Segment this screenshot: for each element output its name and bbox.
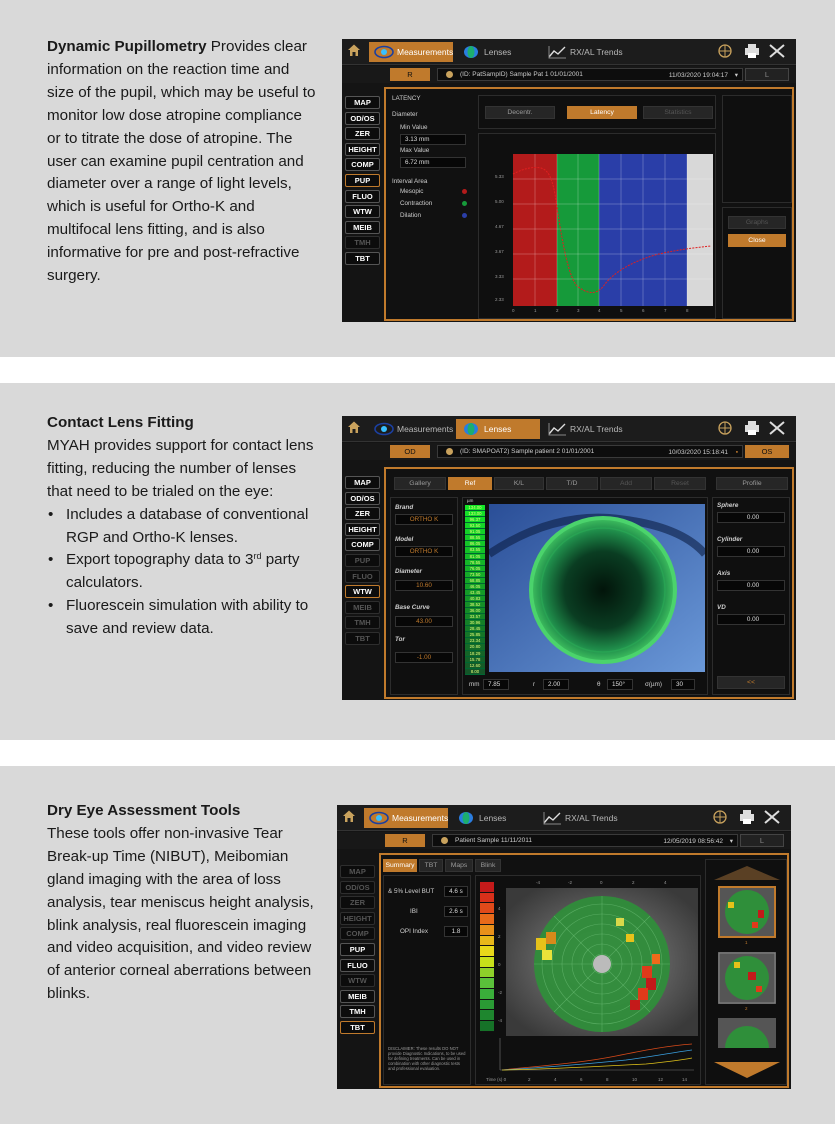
left-nav xyxy=(345,476,380,648)
tab-label: RX/AL Trends xyxy=(570,424,623,434)
graph-x-tick: 12 xyxy=(658,1077,664,1082)
nav-meib[interactable]: MEIB xyxy=(345,601,380,614)
close-button[interactable]: Close xyxy=(728,234,786,247)
blink-graph xyxy=(496,1036,696,1076)
settings-tools-icon[interactable] xyxy=(770,422,784,434)
min-value: 3.13 mm xyxy=(400,134,466,145)
vd-value[interactable]: 0.00 xyxy=(717,614,785,625)
globe-icon[interactable] xyxy=(719,45,731,57)
exam-datetime: 10/03/2020 15:18:41 xyxy=(668,449,728,456)
scale-value: 86.05 xyxy=(465,541,485,547)
patient-bar xyxy=(342,66,796,83)
patient-selector[interactable] xyxy=(432,834,738,847)
map-tick-top: -2 xyxy=(568,880,573,885)
exam-datetime: 12/05/2019 08:56:42 xyxy=(663,838,723,845)
nav-fluo[interactable]: FLUO xyxy=(345,190,380,203)
chevron-down-icon[interactable] xyxy=(712,1060,782,1080)
nav-pup[interactable]: PUP xyxy=(345,174,380,187)
eye-select-left[interactable]: L xyxy=(740,834,784,847)
nav-fluo[interactable]: FLUO xyxy=(340,959,375,972)
eye-select-right[interactable]: OD xyxy=(390,445,430,458)
x-tick: 8 xyxy=(686,308,689,313)
sigma-label: σ(µm) xyxy=(645,681,662,688)
scale-value: 78.55 xyxy=(465,560,485,566)
nav-pup[interactable]: PUP xyxy=(345,554,380,567)
scale-value: 30.96 xyxy=(465,620,485,626)
graph-x-tick: Time (s) 0 xyxy=(486,1077,507,1082)
scale-value: 68.85 xyxy=(465,578,485,584)
thumbnail-3[interactable] xyxy=(718,1018,776,1048)
nav-fluo[interactable]: FLUO xyxy=(345,570,380,583)
toolbar-icons xyxy=(711,809,783,825)
tab-label: RX/AL Trends xyxy=(565,813,618,823)
eye-icon xyxy=(369,811,389,825)
panel-title: LATENCY xyxy=(392,95,421,102)
eye-select-right[interactable]: R xyxy=(385,834,425,847)
nav-map[interactable]: MAP xyxy=(345,476,380,489)
nav-wtw[interactable]: WTW xyxy=(345,205,380,218)
pupillometry-text xyxy=(47,36,317,288)
tab-lenses[interactable] xyxy=(456,419,540,439)
ibi-label: IBI xyxy=(410,908,418,915)
globe-icon[interactable] xyxy=(714,811,726,823)
model-label: Model xyxy=(395,536,414,543)
side-panel-top xyxy=(722,95,792,203)
diameter-value[interactable]: 10.60 xyxy=(395,580,453,591)
scale-value: 18.29 xyxy=(465,651,485,657)
chevron-up-icon[interactable] xyxy=(712,864,782,882)
legend-mesopic: Mesopic xyxy=(400,188,424,195)
refraction-panel xyxy=(712,497,790,695)
lens-icon xyxy=(461,45,481,59)
brand-label: Brand xyxy=(395,504,414,511)
nav-map[interactable]: MAP xyxy=(340,865,375,878)
nav-comp[interactable]: COMP xyxy=(345,158,380,171)
scale-value: 23.34 xyxy=(465,638,485,644)
content-frame xyxy=(384,87,794,321)
x-tick: 6 xyxy=(642,308,645,313)
brand-value[interactable]: ORTHO K xyxy=(395,514,453,525)
x-tick: 4 xyxy=(598,308,601,313)
thumbnail-panel xyxy=(705,859,787,1085)
section-title: Dynamic Pupillometry xyxy=(47,38,207,55)
screenshot-dry-eye xyxy=(337,805,791,1089)
scale-value: 46.05 xyxy=(465,584,485,590)
scale-value: 20.80 xyxy=(465,644,485,650)
legend-green-dot xyxy=(462,201,467,206)
sigma-value[interactable]: 30 xyxy=(671,679,695,690)
nav-meib[interactable]: MEIB xyxy=(345,221,380,234)
scale-value: 12.60 xyxy=(465,663,485,669)
thumb-label-1: 1 xyxy=(745,940,748,945)
top-toolbar xyxy=(342,39,796,65)
tbt-scale xyxy=(480,882,494,1032)
thumbnail-1[interactable] xyxy=(718,886,776,938)
tab-label: Lenses xyxy=(484,47,512,57)
scale-swatch xyxy=(480,978,494,989)
tab-td[interactable]: T/D xyxy=(546,477,598,490)
tbt-map-image xyxy=(506,888,698,1036)
patient-selector[interactable] xyxy=(437,445,743,458)
tab-blink[interactable]: Blink xyxy=(475,859,501,872)
chevron-down-icon: ▾ xyxy=(729,838,733,845)
nav-wtw[interactable]: WTW xyxy=(340,974,375,987)
screenshot-contact-lens xyxy=(342,416,796,700)
eye-select-left[interactable]: OS xyxy=(745,445,789,458)
tab-label: Lenses xyxy=(484,424,512,434)
map-tick-top: -4 xyxy=(536,880,541,885)
graphs-button[interactable]: Graphs xyxy=(728,216,786,229)
map-tick-top: 4 xyxy=(664,880,667,885)
exam-datetime: 11/03/2020 19:04:17 xyxy=(668,72,728,79)
graph-x-tick: 14 xyxy=(682,1077,688,1082)
tab-trends[interactable] xyxy=(537,808,637,828)
dry-eye-text xyxy=(47,800,317,1006)
eye-select-left[interactable]: L xyxy=(745,68,789,81)
user-icon xyxy=(446,71,453,78)
scale-value: 88.55 xyxy=(465,535,485,541)
eye-icon xyxy=(374,422,394,436)
feature-item: • Export topography data to 3rd party calculators. xyxy=(47,549,317,595)
tab-label: Lenses xyxy=(479,813,507,823)
y-tick: 5.00 xyxy=(495,199,504,204)
scale-value: 40.83 xyxy=(465,596,485,602)
patient-name: (ID: PatSampID) Sample Pat 1 01/01/2001 xyxy=(460,71,583,78)
map-tick-left: 2 xyxy=(498,934,501,939)
trend-chart-icon xyxy=(542,811,562,825)
patient-name: Patient Sample 11/11/2011 xyxy=(455,837,532,844)
axis-value[interactable]: 0.00 xyxy=(717,580,785,591)
section-body: These tools offer non-invasive Tear Break-up Time (NIBUT), Meibomian gland imaging with the area of loss analysis, tear meniscus height analysis, blink analysis, real fluorescein imaging and video acquisition, and video review of anterior corneal aberrations between blinks. xyxy=(47,824,314,1003)
summary-panel xyxy=(383,875,471,1085)
max-label: Max Value xyxy=(400,147,430,154)
scale-swatch xyxy=(480,936,494,947)
add-button[interactable]: Add xyxy=(600,477,652,490)
user-icon xyxy=(441,837,448,844)
toolbar-icons xyxy=(716,43,788,59)
mm-label: mm xyxy=(469,681,480,688)
nav-zer[interactable]: ZER xyxy=(345,507,380,520)
scale-value: 8.00 xyxy=(465,669,485,675)
x-tick: 2 xyxy=(556,308,559,313)
fluorescein-eye-image xyxy=(489,504,705,672)
scale-swatch xyxy=(480,968,494,979)
tab-measurements[interactable] xyxy=(369,419,453,439)
tab-decentr[interactable]: Decentr. xyxy=(485,106,555,119)
nav-map[interactable]: MAP xyxy=(345,96,380,109)
collapse-button[interactable]: << xyxy=(717,676,785,689)
tab-ref[interactable]: Ref xyxy=(448,477,492,490)
graph-x-tick: 4 xyxy=(554,1077,557,1082)
map-tick-left: -4 xyxy=(498,1018,503,1023)
model-value[interactable]: ORTHO K xyxy=(395,546,453,557)
scale-swatch xyxy=(480,925,494,936)
theta-value[interactable]: 150° xyxy=(607,679,633,690)
mm-value[interactable]: 7.85 xyxy=(483,679,509,690)
tor-label: Tor xyxy=(395,636,405,643)
chevron-down-icon: ▾ xyxy=(734,72,738,79)
settings-tools-icon[interactable] xyxy=(770,45,784,57)
contact-lens-text xyxy=(47,412,317,641)
map-tick-left: -2 xyxy=(498,990,503,995)
ibi-value: 2.6 s xyxy=(444,906,468,917)
user-icon xyxy=(446,448,453,455)
calendar-icon: ▪ xyxy=(735,449,738,456)
section-dry-eye xyxy=(0,766,835,1124)
map-tick-top: 0 xyxy=(600,880,603,885)
patient-bar xyxy=(342,443,796,460)
latency-chart xyxy=(479,134,715,318)
tab-tbt[interactable]: TBT xyxy=(419,859,443,872)
y-tick: 3.33 xyxy=(495,274,504,279)
disclaimer-text: DISCLAIMER: These results DO NOT provide Diagnostic Indications, to be used for defining treatments. Can be used in combination with other diagnostic tests and professional evaluation. xyxy=(388,1046,466,1071)
scale-value: 43.45 xyxy=(465,590,485,596)
tab-latency[interactable]: Latency xyxy=(567,106,637,119)
nav-meib[interactable]: MEIB xyxy=(340,990,375,1003)
map-tick-top: 2 xyxy=(632,880,635,885)
nav-tbt[interactable]: TBT xyxy=(340,1021,375,1034)
nav-height[interactable]: HEIGHT xyxy=(340,912,375,925)
scale-value: 73.50 xyxy=(465,572,485,578)
print-icon[interactable] xyxy=(745,44,759,58)
tab-label: Measurements xyxy=(397,47,454,57)
section-contact-lens xyxy=(0,383,835,740)
reset-button[interactable]: Reset xyxy=(654,477,706,490)
scale-value: 15.78 xyxy=(465,657,485,663)
scale-swatch xyxy=(480,1010,494,1021)
tab-trends[interactable] xyxy=(542,419,642,439)
sphere-value[interactable]: 0.00 xyxy=(717,512,785,523)
opi-label: OPI Index xyxy=(400,928,429,935)
home-icon[interactable] xyxy=(347,43,361,57)
tab-measurements[interactable] xyxy=(369,42,453,62)
patient-selector[interactable] xyxy=(437,68,743,81)
nav-zer[interactable]: ZER xyxy=(340,896,375,909)
nav-tmh[interactable]: TMH xyxy=(345,236,380,249)
screenshot-pupillometry xyxy=(342,39,796,322)
tab-label: Measurements xyxy=(392,813,449,823)
graph-x-tick: 6 xyxy=(580,1077,583,1082)
scale-swatch xyxy=(480,1000,494,1011)
base-curve-value[interactable]: 43.00 xyxy=(395,616,453,627)
map-tick-left: 0 xyxy=(498,962,501,967)
section-body: Provides clear information on the reaction time and size of the pupil, which may be useful to monitor low dose atropine compliance or to titrate the dose of atropine. The user can examine pupil centration and diameter over a range of light levels, which is useful for Ortho-K and multifocal lens fitting, and is also informative for pre and post-refractive surgery. xyxy=(47,38,316,285)
profile-button[interactable]: Profile xyxy=(716,477,788,490)
scale-value: 33.57 xyxy=(465,614,485,620)
nav-comp[interactable]: COMP xyxy=(345,538,380,551)
section-intro: MYAH provides support for contact lens fitting, reducing the number of lenses that need to be trialed on the eye: xyxy=(47,436,314,500)
tab-label: Measurements xyxy=(397,424,454,434)
tab-lenses[interactable] xyxy=(451,808,535,828)
home-icon[interactable] xyxy=(347,420,361,434)
trend-chart-icon xyxy=(547,422,567,436)
scale-value: 76.05 xyxy=(465,566,485,572)
top-toolbar xyxy=(342,416,796,442)
nav-wtw[interactable]: WTW xyxy=(345,585,380,598)
but-value: 4.6 s xyxy=(444,886,468,897)
theta-label: θ xyxy=(597,681,601,688)
lens-params-panel xyxy=(390,497,458,695)
nav-pup[interactable]: PUP xyxy=(340,943,375,956)
fluo-scale xyxy=(465,505,485,675)
chart-panel xyxy=(478,133,716,319)
settings-tools-icon[interactable] xyxy=(765,811,779,823)
legend-dilation: Dilation xyxy=(400,212,421,219)
cylinder-label: Cylinder xyxy=(717,536,743,543)
tab-kl[interactable]: K/L xyxy=(494,477,544,490)
nav-height[interactable]: HEIGHT xyxy=(345,523,380,536)
content-frame xyxy=(379,853,789,1088)
r-label: r xyxy=(533,681,536,688)
feature-list xyxy=(47,504,317,641)
x-tick: 3 xyxy=(577,308,580,313)
legend-blue-dot xyxy=(462,213,467,218)
top-toolbar xyxy=(337,805,791,831)
tab-measurements[interactable] xyxy=(364,808,448,828)
sphere-label: Sphere xyxy=(717,502,739,509)
min-label: Min Value xyxy=(400,124,428,131)
graph-x-tick: 2 xyxy=(528,1077,531,1082)
tab-label: RX/AL Trends xyxy=(570,47,623,57)
scale-value: 133.00 xyxy=(465,511,485,517)
interval-label: Interval Area xyxy=(392,178,428,185)
tor-value[interactable]: -1.00 xyxy=(395,652,453,663)
tab-lenses[interactable] xyxy=(456,42,540,62)
tab-statistics[interactable]: Statistics xyxy=(643,106,713,119)
nav-odos[interactable]: OD/OS xyxy=(340,881,375,894)
section-pupillometry xyxy=(0,0,835,357)
vd-label: VD xyxy=(717,604,726,611)
nav-tbt[interactable]: TBT xyxy=(345,632,380,645)
nav-height[interactable]: HEIGHT xyxy=(345,143,380,156)
graph-x-tick: 8 xyxy=(606,1077,609,1082)
x-tick: 7 xyxy=(664,308,667,313)
cylinder-value[interactable]: 0.00 xyxy=(717,546,785,557)
scale-value: 81.05 xyxy=(465,554,485,560)
print-icon[interactable] xyxy=(745,421,759,435)
nav-tmh[interactable]: TMH xyxy=(340,1005,375,1018)
side-panel-bottom xyxy=(722,207,792,319)
legend-contraction: Contraction xyxy=(400,200,433,207)
thumbnail-2[interactable] xyxy=(718,952,776,1004)
y-tick: 4.67 xyxy=(495,224,504,229)
x-tick: 5 xyxy=(620,308,623,313)
x-tick: 0 xyxy=(512,308,515,313)
map-tick-left: 4 xyxy=(498,906,501,911)
max-value: 6.72 mm xyxy=(400,157,466,168)
scale-value: 28.45 xyxy=(465,626,485,632)
left-nav xyxy=(340,865,375,1037)
y-tick: 3.67 xyxy=(495,249,504,254)
scale-value: 25.85 xyxy=(465,632,485,638)
tab-gallery[interactable]: Gallery xyxy=(394,477,446,490)
nav-zer[interactable]: ZER xyxy=(345,127,380,140)
y-tick: 5.33 xyxy=(495,174,504,179)
section-title: Contact Lens Fitting xyxy=(47,414,194,431)
left-nav xyxy=(345,96,380,268)
content-frame xyxy=(384,467,794,699)
toolbar-icons xyxy=(716,420,788,436)
lens-icon xyxy=(461,422,481,436)
axis-label: Axis xyxy=(717,570,731,577)
but-label: & 5% Level BUT xyxy=(388,888,435,895)
lens-icon xyxy=(456,811,476,825)
scale-swatch xyxy=(480,957,494,968)
x-tick: 1 xyxy=(534,308,537,313)
graph-x-tick: 10 xyxy=(632,1077,638,1082)
globe-icon[interactable] xyxy=(719,422,731,434)
tabs-panel xyxy=(478,95,716,129)
scale-value: 36.00 xyxy=(465,608,485,614)
diameter-label: Diameter xyxy=(392,111,418,118)
scale-value: 83.55 xyxy=(465,547,485,553)
tbt-map-panel xyxy=(475,875,701,1085)
r-value[interactable]: 2.00 xyxy=(543,679,569,690)
tab-maps[interactable]: Maps xyxy=(445,859,473,872)
diameter-label: Diameter xyxy=(395,568,422,575)
y-tick: 2.33 xyxy=(495,297,504,302)
scale-value: 96.37 xyxy=(465,517,485,523)
section-title: Dry Eye Assessment Tools xyxy=(47,802,241,819)
scale-value: 93.50 xyxy=(465,523,485,529)
nav-odos[interactable]: OD/OS xyxy=(345,112,380,125)
patient-name: (ID: SMAPOAT2) Sample patient 2 01/01/2001 xyxy=(460,448,595,455)
nav-odos[interactable]: OD/OS xyxy=(345,492,380,505)
opi-value: 1.8 xyxy=(444,926,468,937)
scale-value: 134.00 xyxy=(465,505,485,511)
home-icon[interactable] xyxy=(342,809,356,823)
trend-chart-icon xyxy=(547,45,567,59)
scale-unit: µm xyxy=(467,498,474,503)
scale-swatch xyxy=(480,903,494,914)
scale-swatch xyxy=(480,882,494,893)
eye-select-right[interactable]: R xyxy=(390,68,430,81)
scale-swatch xyxy=(480,893,494,904)
nav-comp[interactable]: COMP xyxy=(340,927,375,940)
scale-swatch xyxy=(480,989,494,1000)
fluo-sim-panel xyxy=(462,497,708,695)
tab-trends[interactable] xyxy=(542,42,642,62)
eye-icon xyxy=(374,45,394,59)
print-icon[interactable] xyxy=(740,810,754,824)
scale-value: 38.52 xyxy=(465,602,485,608)
thumb-label-2: 2 xyxy=(745,1006,748,1011)
tab-summary[interactable]: Summary xyxy=(383,859,417,872)
feature-item: • Includes a database of conventional RGP and Ortho-K lenses. xyxy=(47,504,317,550)
nav-tbt[interactable]: TBT xyxy=(345,252,380,265)
scale-swatch xyxy=(480,914,494,925)
base-curve-label: Base Curve xyxy=(395,604,430,611)
legend-red-dot xyxy=(462,189,467,194)
patient-bar xyxy=(337,832,791,849)
feature-item: • Fluorescein simulation with ability to save and review data. xyxy=(47,595,317,641)
scale-value: 91.05 xyxy=(465,529,485,535)
scale-swatch xyxy=(480,1021,494,1032)
nav-tmh[interactable]: TMH xyxy=(345,616,380,629)
scale-swatch xyxy=(480,946,494,957)
